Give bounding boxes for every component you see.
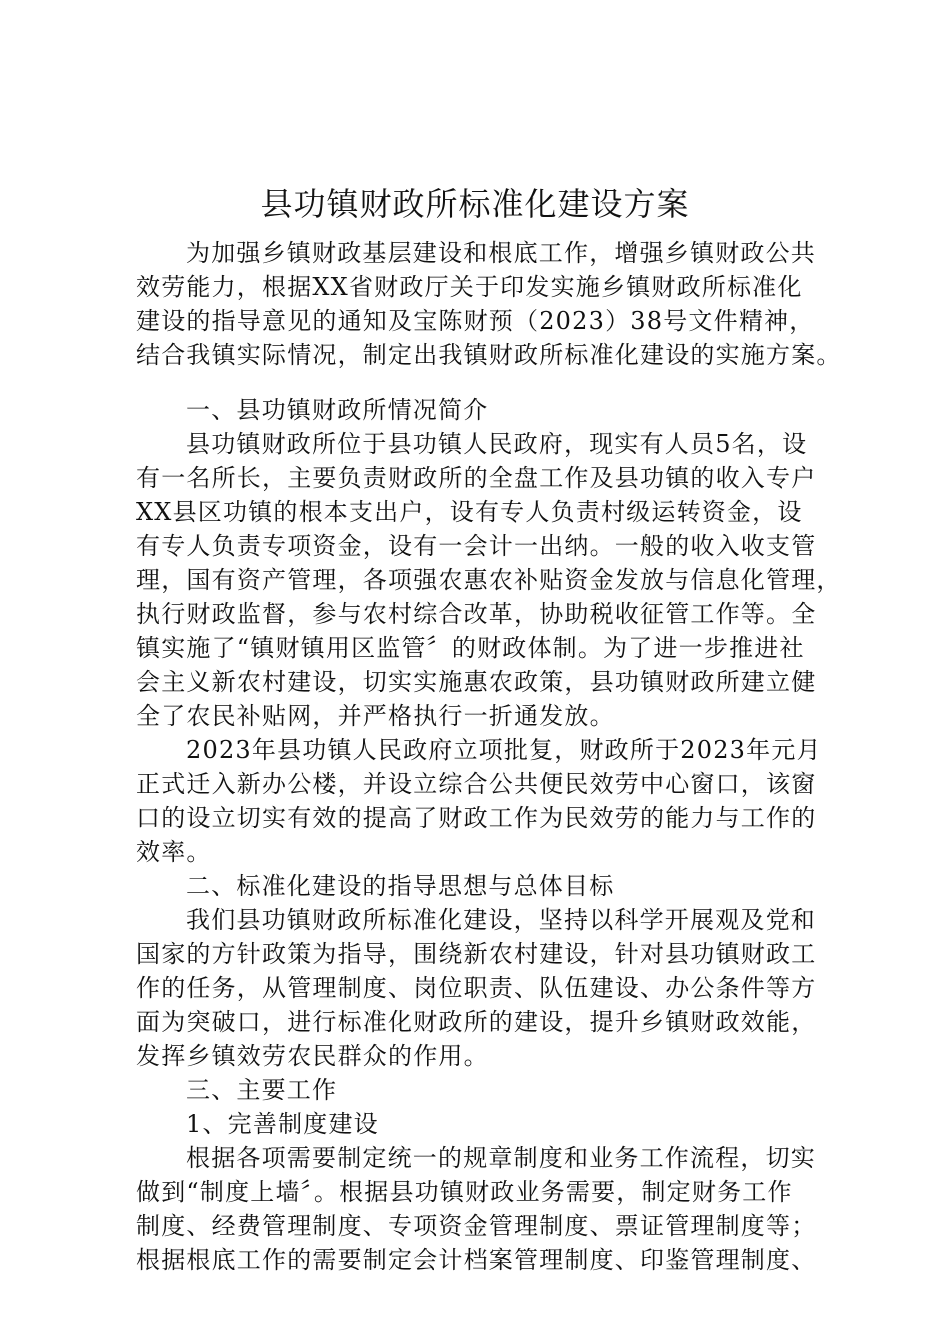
subsection1-paragraph [136, 1141, 836, 1277]
section-heading-1: 一、县功镇财政所情况简介 [186, 396, 489, 424]
text-line: 做到“制度上墙〞。根据县功镇财政业务需要，制定财务工作 [136, 1178, 793, 1206]
text-line: 建设的指导意见的通知及宝陈财预（2023）38号文件精神， [136, 307, 815, 335]
text-line: 根据各项需要制定统一的规章制度和业务工作流程，切实 [186, 1144, 816, 1172]
text-line: 发挥乡镇效劳农民群众的作用。 [136, 1042, 489, 1070]
text-line: 镇实施了“镇财镇用区监管〞的财政体制。为了进一步推进社 [136, 634, 805, 662]
text-line: 县功镇财政所位于县功镇人民政府，现实有人员5名，设 [186, 430, 808, 458]
text-line: 有一名所长，主要负责财政所的全盘工作及县功镇的收入专户 [136, 464, 817, 492]
intro-paragraph [136, 236, 842, 372]
section-heading-2: 二、标准化建设的指导思想与总体目标 [186, 872, 615, 900]
text-line: 作的任务，从管理制度、岗位职责、队伍建设、办公条件等方 [136, 974, 817, 1002]
text-line: 口的设立切实有效的提高了财政工作为民效劳的能力与工作的 [136, 804, 817, 832]
text-line: 国家的方针政策为指导，围绕新农村建设，针对县功镇财政工 [136, 940, 817, 968]
text-line: 效劳能力，根据XX省财政厅关于印发实施乡镇财政所标准化 [136, 273, 803, 301]
text-line: 制度、经费管理制度、专项资金管理制度、票证管理制度等； [136, 1212, 817, 1240]
text-line: 2023年县功镇人民政府立项批复，财政所于2023年元月 [186, 736, 822, 764]
section2-paragraph [136, 903, 836, 1073]
section1-paragraph-1 [136, 427, 842, 733]
document-title: 县功镇财政所标准化建设方案 [260, 185, 690, 223]
text-line: 理，国有资产管理，各项强农惠农补贴资金发放与信息化管理， [136, 566, 842, 594]
text-line: 正式迁入新办公楼，并设立综合公共便民效劳中心窗口，该窗 [136, 770, 817, 798]
section1-paragraph-2 [136, 733, 836, 869]
text-line: 效率。 [136, 838, 212, 866]
text-line: 我们县功镇财政所标准化建设，坚持以科学开展观及党和 [186, 906, 816, 934]
text-line: 会主义新农村建设，切实实施惠农政策，县功镇财政所建立健 [136, 668, 817, 696]
document-body [136, 236, 842, 1277]
text-line: 有专人负责专项资金，设有一会计一出纳。一般的收入收支管 [136, 532, 817, 560]
text-line: 为加强乡镇财政基层建设和根底工作，增强乡镇财政公共 [186, 239, 816, 267]
text-line: 结合我镇实际情况，制定出我镇财政所标准化建设的实施方案。 [136, 341, 842, 369]
subsection-heading-1: 1、完善制度建设 [186, 1110, 379, 1138]
text-line: 根据根底工作的需要制定会计档案管理制度、印鉴管理制度、 [136, 1246, 817, 1274]
text-line: 执行财政监督，参与农村综合改革，协助税收征管工作等。全 [136, 600, 817, 628]
text-line: XX县区功镇的根本支出户，设有专人负责村级运转资金，设 [136, 498, 803, 526]
text-line: 全了农民补贴网，并严格执行一折通发放。 [136, 702, 615, 730]
text-line: 面为突破口，进行标准化财政所的建设，提升乡镇财政效能， [136, 1008, 817, 1036]
paragraph-gap [136, 372, 836, 393]
section-heading-3: 三、主要工作 [186, 1076, 338, 1104]
